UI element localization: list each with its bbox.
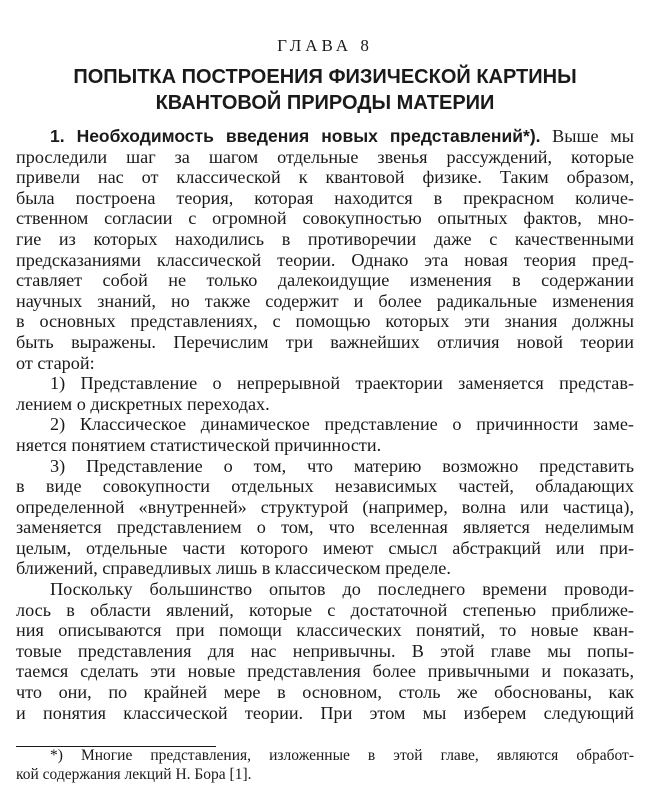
list-item-line: 1) Представление о непрерывной траектории заменяется представ- [50,373,634,394]
list-item-line: в виде совокупности отдельных независимых частей, обладающих [16,476,634,497]
footnote-line: *) Многие представления, изложенные в этой главе, являются обработ- [50,747,634,764]
paragraph-line: предсказаниями классической теории. Однако эта новая теория пред- [16,249,634,270]
list-item-line: няется понятием статистической причинности. [16,434,382,455]
paragraph-line: была построена теория, которая находится в прекрасном количе- [16,187,634,208]
paragraph-line: таемся сделать эти новые представления более привычными и показать, [16,661,634,682]
paragraph-line: и понятия классической теории. При этом мы изберем следующий [16,702,634,723]
chapter-title [16,64,634,116]
chapter-title-line: КВАНТОВОЙ ПРИРОДЫ МАТЕРИИ [155,92,495,114]
paragraph-line: ственном согласии с огромной совокупностью опытных фактов, мно- [16,208,634,229]
paragraph-line: проследили шаг за шагом отдельные звенья рассуждений, которые [16,146,634,167]
list-item-line: ближений, справедливых лишь в классическом пределе. [16,558,451,579]
book-page [16,0,634,798]
list-item-line: заменяется представлением о том, что вселенная является неделимым [16,517,634,538]
paragraph-line: в основных представлениях, с помощью которых эти знания должны [16,311,634,332]
list-item-line: определенной «внутренней» структурой (например, волна или частица), [16,496,634,517]
chapter-title-line: ПОПЫТКА ПОСТРОЕНИЯ ФИЗИЧЕСКОЙ КАРТИНЫ [73,66,577,88]
list-item-line: 3) Представление о том, что материю возможно представить [50,455,634,476]
footnote [16,746,634,784]
paragraph-line: от старой: [16,352,95,373]
section-heading: 1. Необходимость введения новых представлений*). [50,126,541,146]
paragraph-line [16,126,634,147]
paragraph-line: что они, по крайней мере в основном, столь же обоснованы, как [16,682,634,703]
paragraph-line: гие из которых находились в противоречии даже с качественными [16,228,634,249]
list-item-line: целым, отдельные части которого имеют смысл абстракций или при- [16,537,634,558]
footnote-line: кой содержания лекций Н. Бора [1]. [16,766,252,783]
chapter-label: ГЛАВА 8 [277,36,373,55]
paragraph-line: ставляет собой не только далекоидущие изменения в содержании [16,270,634,291]
paragraph-line: привели нас от классической к квантовой физике. Таким образом, [16,167,634,188]
list-item-line: 2) Классическое динамическое представление о причинности заме- [50,414,634,435]
body-text [16,126,634,723]
paragraph-text: Выше мы [552,126,634,146]
paragraph-line: ния описываются при помощи классических понятий, то новые кван- [16,620,634,641]
paragraph-line: быть выражены. Перечислим три важнейших отличия новой теории [16,331,634,352]
paragraph-line: товые представления для нас непривычны. В этой главе мы попы- [16,640,634,661]
paragraph-line: научных знаний, но также содержит и более радикальные изменения [16,290,634,311]
paragraph-line: лось в области явлений, которые с достаточной степенью приближе- [16,599,634,620]
paragraph-line: Поскольку большинство опытов до последнего времени проводи- [50,579,634,600]
list-item-line: лением о дискретных переходах. [16,393,270,414]
